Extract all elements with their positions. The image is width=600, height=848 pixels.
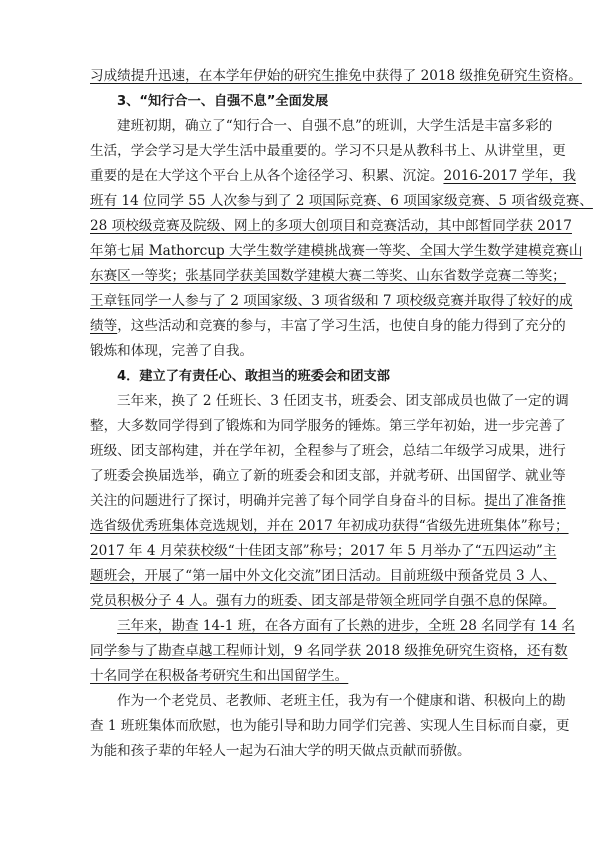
paragraph-line: 生活，学会学习是大学生活中最重要的。学习不只是从教科书上、从讲堂里，更 [90,143,566,159]
underlined-text: 同学参与了勘查卓越工程师计划，9 名同学获 2018 级推免研究生资格，还有数 [90,643,568,659]
paragraph-line [90,64,582,89]
underlined-text: 2017 年 4 月荣获校级“十佳团支部”称号；2017 年 5 月举办了“五四运动”主 [90,543,557,559]
underlined-text: 提出了准备推 [484,493,566,509]
paragraph-line [90,214,572,239]
underlined-text: 三年来，勘查 14-1 班，在各方面有了长熟的进步，全班 28 名同学有 14 名 [117,618,576,634]
underlined-text: 习成绩提升迅速，在本学年伊始的研究生推免中获得了 2018 级推免研究生资格。 [90,68,582,84]
paragraph-line [90,314,566,339]
paragraph-line: 作为一个老党员、老教师、老班主任，我为有一个健康和谐、积极向上的勘 [117,693,566,709]
paragraph-line [90,239,583,264]
paragraph-line [90,639,568,664]
underlined-text: 题班会，开展了“第一届中外文化交流”团日活动。目前班级中预备党员 3 人、 [90,568,557,584]
paragraph-line: 班级、团支部构建，并在学年初，全程参与了班会，总结二年级学习成果，进行 [90,443,566,459]
paragraph-line [90,614,576,639]
plain-text: 关注的问题进行了探讨，明确并完善了每个同学自身奋斗的目标。 [90,493,485,509]
paragraph-line [90,489,566,514]
underlined-text: 班有 14 位同学 55 人次参与到了 2 项国际竞赛、6 项国家级竞赛、5 项省级竞赛、 [90,193,593,209]
plain-text: ，这些活动和竞赛的参与，丰富了学习生活，也使自身的能力得到了充分的 [117,318,566,334]
plain-text: 重要的是在大学这个平台上从各个途径学习、积累、沉淀。 [90,168,444,184]
underlined-text: 2016-2017 学年，我 [443,168,576,184]
paragraph-line: 查 1 班班集体而欣慰，也为能引导和助力同学们完善、实现人生目标而自豪，更 [90,718,570,734]
underlined-text: 十名同学在积极备考研究生和出国留学生。 [90,668,349,684]
underlined-text: 选省级优秀班集体竞选规划，并在 2017 年初成功获得“省级先进班集体”称号； [90,518,569,534]
underlined-text: 28 项校级竞赛及院级、网上的多项大创项目和竞赛活动，其中郎皙同学获 2017 [90,218,572,234]
underlined-text: 党员积极分子 4 人。强有力的班委、团支部是带领全班同学自强不息的保障。 [90,593,556,609]
paragraph-line [90,189,593,214]
section-heading-4: 4．建立了有责任心、敢担当的班委会和团支部 [117,369,390,384]
underlined-text: 王章钰同学一人参与了 2 项国家级、3 项省级和 7 项校级竞赛并取得了较好的成 [90,293,573,309]
paragraph-line: 锻炼和体现，完善了自我。 [90,343,254,359]
paragraph-line: 为能和孩子辈的年轻人一起为石油大学的明天做点贡献而骄傲。 [90,743,471,759]
paragraph-line: 三年来，换了 2 任班长、3 任团支书，班委会、团支部成员也做了一定的调 [117,393,569,409]
paragraph-line [90,264,566,289]
paragraph-line [90,664,510,689]
underlined-text: 绩等 [90,318,118,334]
section-heading-3: 3、“知行合一、自强不息”全面发展 [117,94,329,109]
paragraph-line: 整，大多数同学得到了锻炼和为同学服务的锤炼。第三学年初始，进一步完善了 [90,418,566,434]
paragraph-line [90,289,573,314]
paragraph-line [90,589,556,614]
paragraph-line: 建班初期，确立了“知行合一、自强不息”的班训，大学生活是丰富多彩的 [117,118,553,134]
document-page [90,64,593,764]
paragraph-line: 了班委会换届选举，确立了新的班委会和团支部，并就考研、出国留学、就业等 [90,468,566,484]
paragraph-line [90,564,557,589]
paragraph-line [90,539,557,564]
paragraph-line [90,164,576,189]
underlined-text: 年第七届 Mathorcup 大学生数学建模挑战赛一等奖、全国大学生数学建模竞赛山 [90,243,583,259]
underlined-text: 东赛区一等奖；张基同学获美国数学建模大赛二等奖、山东省数学竞赛二等奖； [90,268,566,284]
paragraph-line [90,514,569,539]
